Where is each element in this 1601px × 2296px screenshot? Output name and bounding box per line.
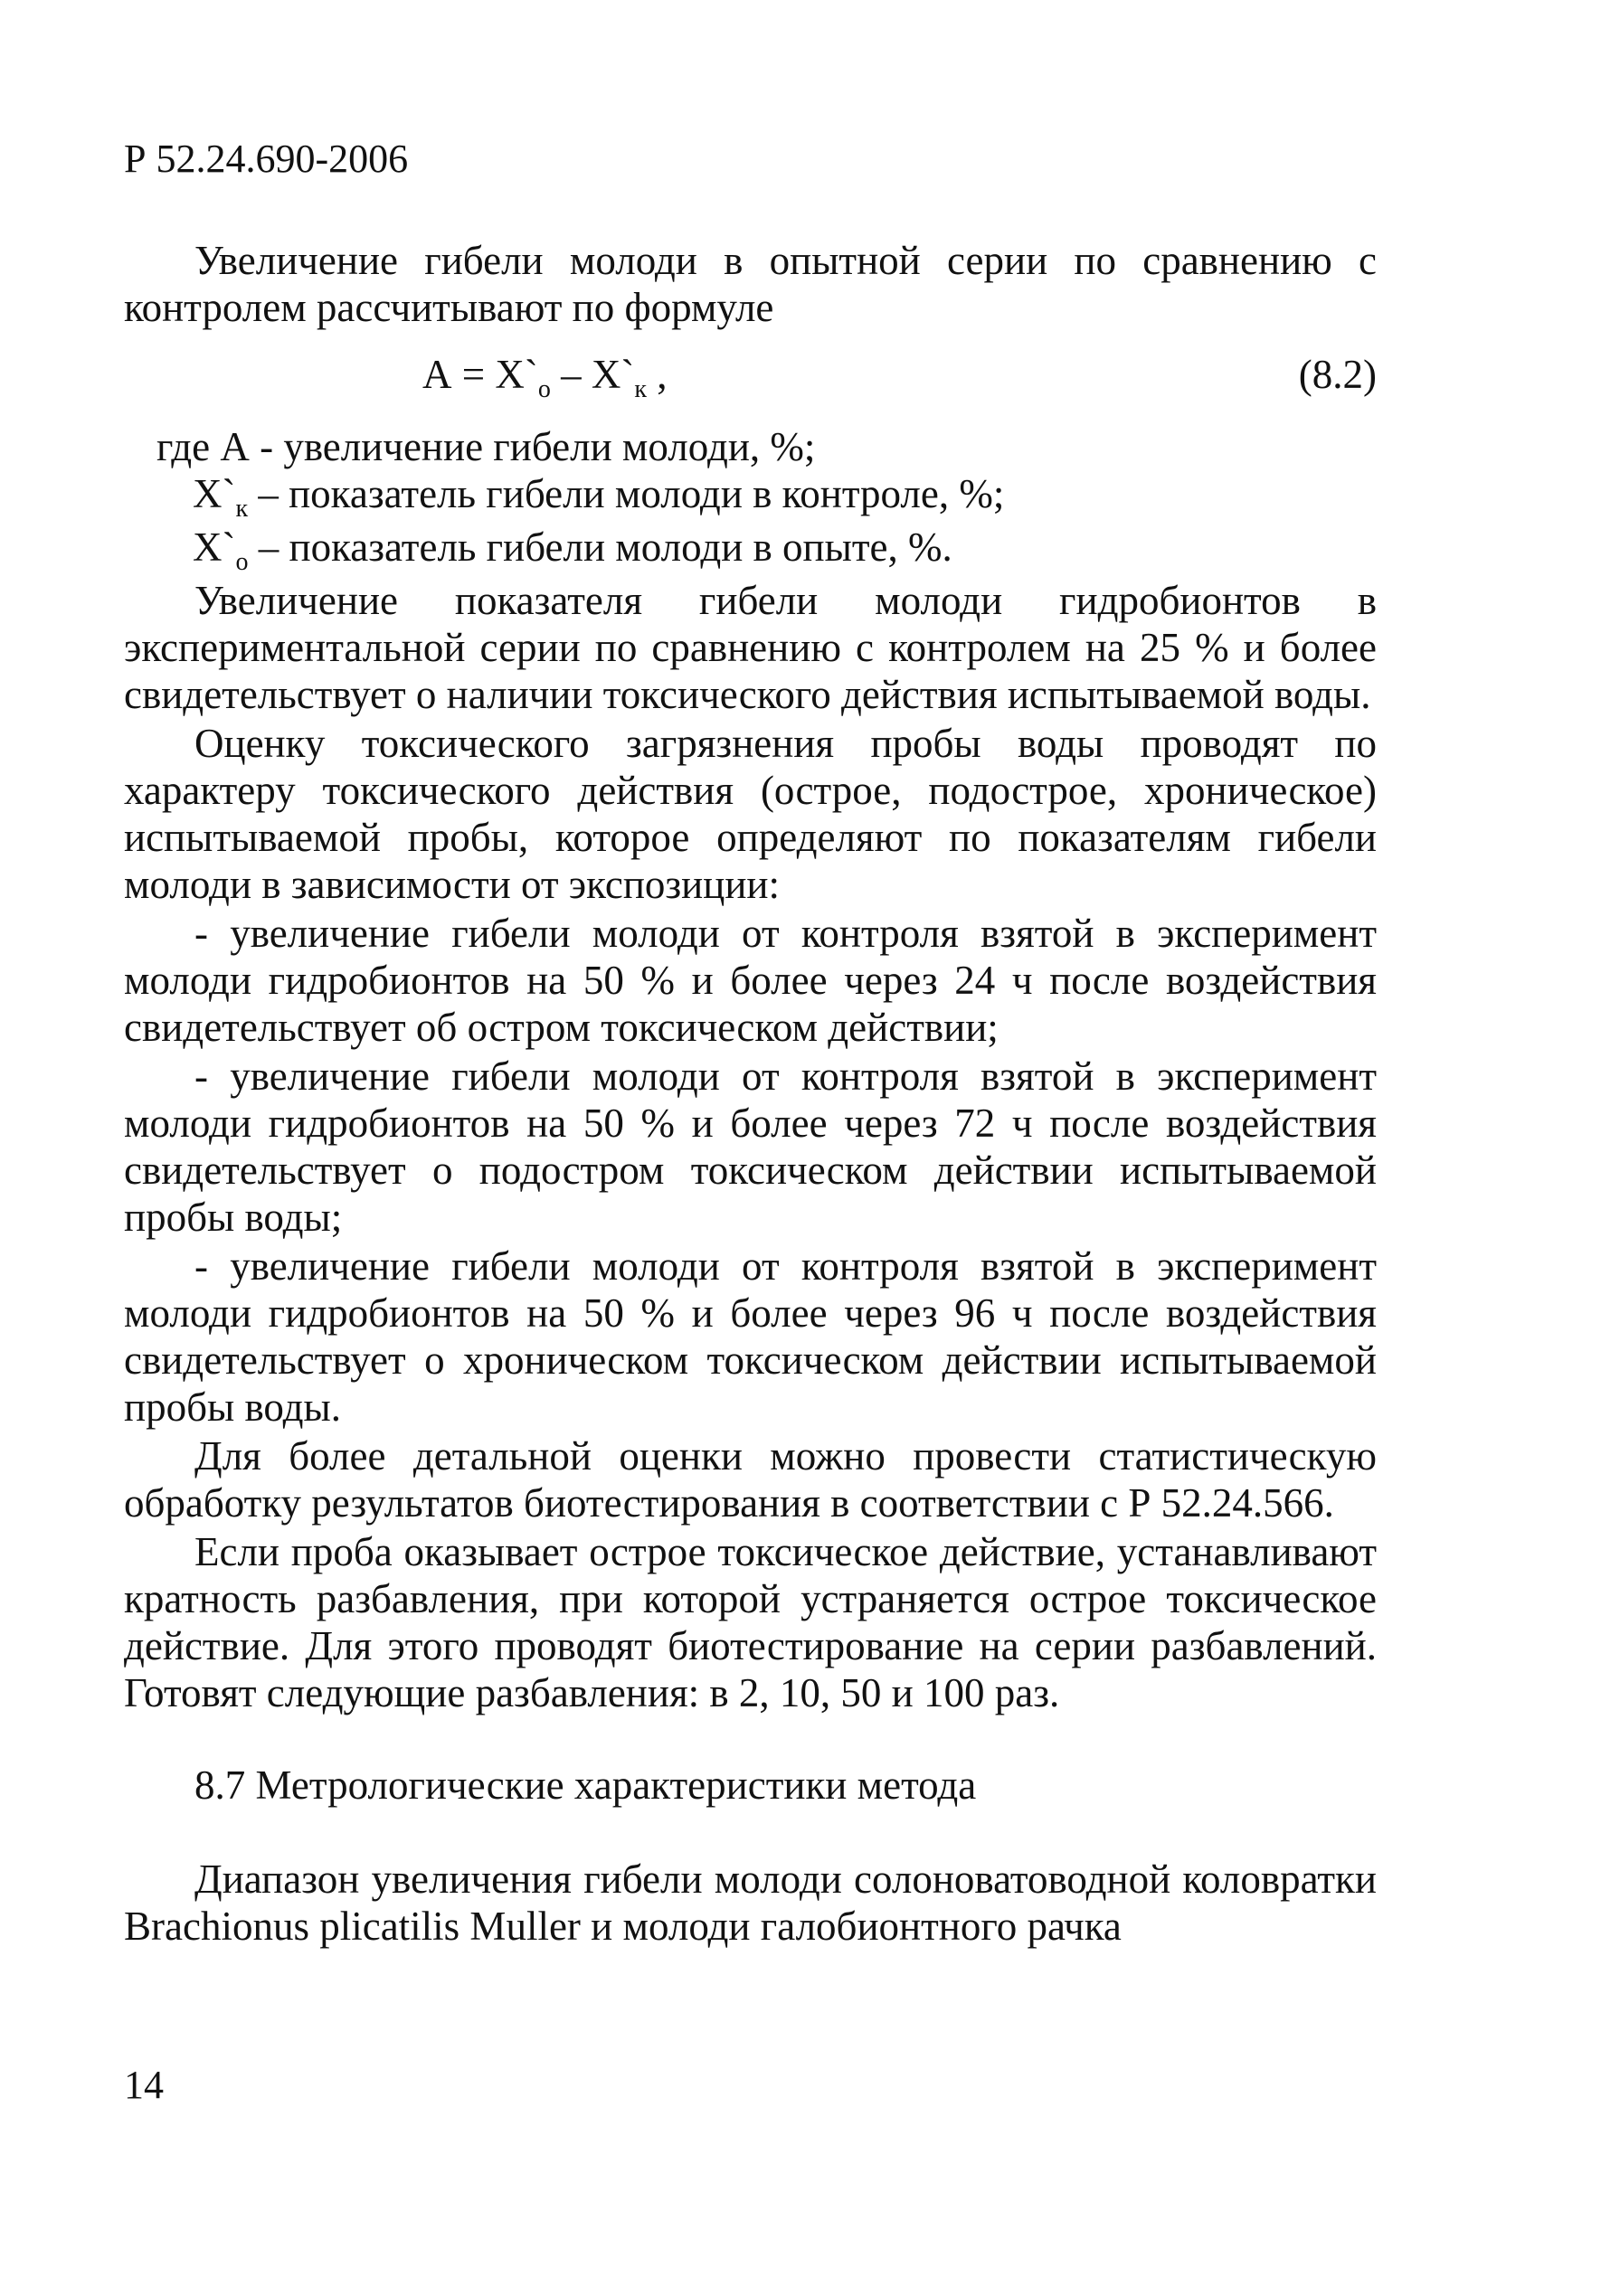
intro-paragraph: Увеличение гибели молоди в опытной серии по сравнению с контролем рассчитывают по формуле bbox=[124, 238, 1377, 330]
list-item-subacute: - увеличение гибели молоди от контроля взятой в эксперимент молоди гидробионтов на 50 % и более через 72 ч после воздействия свидетельствует о подостром токсическом действии испытываемой пробы воды; bbox=[124, 1054, 1377, 1240]
section-heading: 8.7 Метрологические характеристики метода bbox=[194, 1762, 977, 1808]
definitions bbox=[124, 423, 1377, 577]
definition-xo bbox=[124, 524, 1377, 577]
definition-xo-sub: о bbox=[235, 548, 249, 576]
definition-xk-sub: к bbox=[235, 495, 249, 523]
definition-xk-text: – показатель гибели молоди в контроле, %; bbox=[248, 471, 1005, 516]
definition-xk-symbol: Х` bbox=[193, 471, 236, 516]
page-number: 14 bbox=[124, 2063, 164, 2107]
formula-tail: , bbox=[646, 352, 668, 397]
list-item-chronic: - увеличение гибели молоди от контроля взятой в эксперимент молоди гидробионтов на 50 % и более через 96 ч после воздействия свидетельствует о хроническом токсическом действии испытываемой пробы воды. bbox=[124, 1243, 1377, 1430]
formula-number: (8.2) bbox=[1298, 352, 1377, 397]
paragraph-toxicity-threshold: Увеличение показателя гибели молоди гидробионтов в экспериментальной серии по сравнению с контролем на 25 % и более свидетельствует о наличии токсического действия испытываемой воды. bbox=[124, 578, 1377, 717]
paragraph-statistics: Для более детальной оценки можно провести статистическую обработку результатов биотестирования в соответствии с Р 52.24.566. bbox=[124, 1433, 1377, 1526]
formula-row bbox=[124, 333, 1377, 420]
definition-xo-symbol: Х` bbox=[193, 524, 236, 570]
document-code: Р 52.24.690-2006 bbox=[124, 137, 409, 181]
paragraph-toxicity-assessment: Оценку токсического загрязнения пробы воды проводят по характеру токсического действия (острое, подострое, хроническое) испытываемой пробы, которое определяют по показателям гибели молоди в зависимости от экспозиции: bbox=[124, 721, 1377, 907]
formula-mid: – Х` bbox=[550, 352, 635, 397]
formula-8-2 bbox=[422, 351, 667, 404]
paragraph-dilution: Если проба оказывает острое токсическое действие, устанавливают кратность разбавления, при которой устраняется острое токсическое действие. Для этого проводят биотестирование на серии разбавлений. Готовят следующие разбавления: в 2, 10, 50 и 100 раз. bbox=[124, 1529, 1377, 1715]
list-item-acute: - увеличение гибели молоди от контроля взятой в эксперимент молоди гидробионтов на 50 % и более через 24 ч после воздействия свидетельствует об остром токсическом действии; bbox=[124, 911, 1377, 1050]
body-text bbox=[124, 237, 1377, 1951]
formula-sub-k: к bbox=[634, 375, 647, 403]
definition-a: где А - увеличение гибели молоди, %; bbox=[156, 424, 816, 469]
definition-xk bbox=[124, 470, 1377, 524]
formula-lhs: А = Х` bbox=[422, 352, 538, 397]
definition-xo-text: – показатель гибели молоди в опыте, %. bbox=[248, 524, 952, 570]
section-paragraph: Диапазон увеличения гибели молоди солоноватоводной коловратки Brachionus plicatilis Muller и молоди галобионтного рачка bbox=[124, 1857, 1377, 1949]
formula-sub-o: о bbox=[537, 375, 551, 403]
